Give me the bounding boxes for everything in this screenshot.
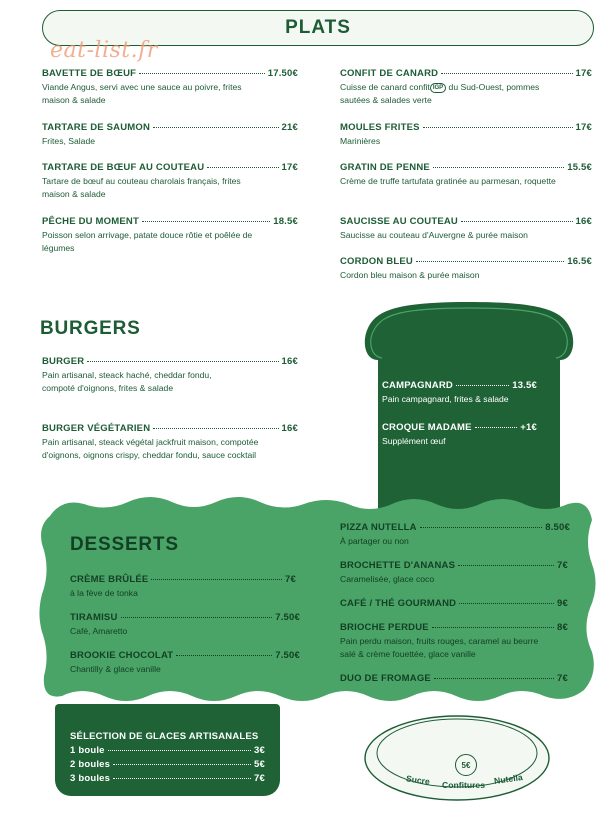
item-price: 17€ [281, 162, 298, 173]
crepe-label-nutella: Nutella [493, 772, 524, 786]
glaces-section [70, 731, 265, 784]
item-price: 7€ [557, 560, 568, 571]
item-desc: Marinières [340, 136, 381, 146]
menu-item-tiramisu [70, 612, 300, 638]
item-price: 8€ [557, 622, 568, 633]
item-desc: Café, Amaretto [70, 626, 128, 636]
item-desc-part: Cuisse de canard confit [340, 82, 430, 92]
item-price: 7.50€ [275, 650, 300, 661]
menu-item-saucisse [340, 216, 592, 242]
item-name: CORDON BLEU [340, 256, 413, 267]
item-desc: Crème de truffe tartufata gratinée au parmesan, roquette [340, 176, 556, 186]
item-desc: Pain campagnard, frites & salade [382, 394, 509, 404]
item-name: CROQUE MADAME [382, 422, 472, 433]
leader-dots [432, 627, 554, 628]
item-desc: Viande Angus, servi avec une sauce au poivre, frites maison & salade [42, 82, 242, 105]
item-desc: Pain perdu maison, fruits rouges, caramel au beurre salé & crème fouettée, glace vanille [340, 636, 539, 659]
item-desc: Frites, Salade [42, 136, 96, 146]
leader-dots [153, 428, 278, 429]
item-price: 7€ [254, 773, 265, 784]
leader-dots [433, 167, 564, 168]
item-price: 3€ [254, 745, 265, 756]
leader-dots [87, 361, 278, 362]
menu-item-tartare-saumon [42, 122, 298, 148]
item-name: 3 boules [70, 773, 111, 784]
menu-item-tartare-boeuf [42, 162, 298, 201]
menu-item-campagnard [382, 380, 537, 406]
item-desc: Pain artisanal, steack végétal jackfruit maison, compotée d'oignons, oignons crispy, cheddar fondu, sauce cocktail [42, 437, 259, 460]
leader-dots [176, 655, 272, 656]
leader-dots [416, 261, 564, 262]
item-name: TIRAMISU [70, 612, 118, 623]
item-price: 15.5€ [567, 162, 592, 173]
item-price: 16€ [281, 423, 298, 434]
item-desc: Poisson selon arrivage, patate douce rôtie et poêlée de légumes [42, 230, 253, 253]
leader-dots [461, 221, 573, 222]
leader-dots [142, 221, 270, 222]
item-name: 1 boule [70, 745, 105, 756]
item-desc: À partager ou non [340, 536, 409, 546]
menu-item-pizza-nutella [340, 522, 570, 548]
menu-item-burger [42, 356, 298, 395]
item-desc-part: du Sud-Ouest, pommes sautées & salades verte [340, 82, 540, 105]
item-name: BURGER [42, 356, 85, 367]
item-name: CONFIT DE CANARD [340, 68, 439, 79]
item-price: 5€ [254, 759, 265, 770]
leader-dots [456, 385, 509, 386]
crepe-price: 5€ [455, 754, 477, 776]
item-name: CAFÉ / THÉ GOURMAND [340, 598, 457, 609]
leader-dots [441, 73, 572, 74]
item-name: TARTARE DE SAUMON [42, 122, 151, 133]
item-price: 13.5€ [512, 380, 537, 391]
item-name: BURGER VÉGÉTARIEN [42, 423, 151, 434]
menu-item-duo-fromage [340, 673, 568, 684]
item-name: PÊCHE DU MOMENT [42, 216, 139, 227]
item-price: 18.5€ [273, 216, 298, 227]
leader-dots [113, 764, 251, 765]
item-price: 16.5€ [567, 256, 592, 267]
watermark: eat-list.fr [50, 38, 158, 63]
item-desc: à la fève de tonka [70, 588, 138, 598]
item-name: MOULES FRITES [340, 122, 420, 133]
menu-item-brioche [340, 622, 568, 661]
leader-dots [139, 73, 265, 74]
leader-dots [151, 579, 282, 580]
menu-item-cafe-gourmand [340, 598, 568, 609]
item-price: 16€ [575, 216, 592, 227]
crepe-label-sucre: Sucre [405, 773, 431, 787]
item-name: PIZZA NUTELLA [340, 522, 417, 533]
item-price: 9€ [557, 598, 568, 609]
item-name: BROCHETTE D'ANANAS [340, 560, 456, 571]
menu-item-gratin [340, 162, 592, 188]
item-desc: Supplément œuf [382, 436, 446, 446]
item-desc: Chantilly & glace vanille [70, 664, 161, 674]
item-price: 7.50€ [275, 612, 300, 623]
menu-item-croque-madame [382, 422, 537, 448]
item-price: 17€ [575, 122, 592, 133]
leader-dots [207, 167, 278, 168]
glaces-title: SÉLECTION DE GLACES ARTISANALES [70, 731, 259, 742]
leader-dots [113, 778, 251, 779]
item-price: 21€ [281, 122, 298, 133]
leader-dots [458, 565, 554, 566]
crepe-label-confitures: Confitures [442, 780, 485, 790]
item-name: BROOKIE CHOCOLAT [70, 650, 174, 661]
leader-dots [153, 127, 278, 128]
igp-badge: IGP [430, 83, 446, 93]
leader-dots [121, 617, 273, 618]
item-price: 16€ [281, 356, 298, 367]
menu-item-cordon-bleu [340, 256, 592, 282]
item-desc: Caramelisée, glace coco [340, 574, 435, 584]
item-price: +1€ [520, 422, 537, 433]
leader-dots [475, 427, 518, 428]
menu-item-creme-brulee [70, 574, 296, 600]
menu-item-brochette [340, 560, 568, 586]
item-name: DUO DE FROMAGE [340, 673, 431, 684]
leader-dots [423, 127, 573, 128]
item-price: 7€ [557, 673, 568, 684]
leader-dots [108, 750, 251, 751]
desserts-title: DESSERTS [70, 534, 179, 555]
item-name: GRATIN DE PENNE [340, 162, 430, 173]
burgers-title: BURGERS [40, 318, 141, 339]
item-desc: Saucisse au couteau d'Auvergne & purée maison [340, 230, 528, 240]
item-name: TARTARE DE BŒUF AU COUTEAU [42, 162, 205, 173]
item-desc: Cordon bleu maison & purée maison [340, 270, 480, 280]
menu-item-brookie [70, 650, 300, 676]
item-name: BRIOCHE PERDUE [340, 622, 429, 633]
item-name: CAMPAGNARD [382, 380, 453, 391]
leader-dots [434, 678, 554, 679]
item-price: 8.50€ [545, 522, 570, 533]
item-desc [340, 81, 565, 107]
item-name: SAUCISSE AU COUTEAU [340, 216, 458, 227]
leader-dots [459, 603, 554, 604]
item-name: CRÈME BRÛLÉE [70, 574, 149, 585]
item-name: BAVETTE DE BŒUF [42, 68, 137, 79]
item-price: 17.50€ [267, 68, 298, 79]
item-name: 2 boules [70, 759, 111, 770]
item-price: 7€ [285, 574, 296, 585]
menu-item-burger-vegetarien [42, 423, 298, 462]
item-desc: Pain artisanal, steack haché, cheddar fondu, compoté d'oignons, frites & salade [42, 370, 212, 393]
item-desc: Tartare de bœuf au couteau charolais français, frites maison & salade [42, 176, 241, 199]
plats-title: PLATS [285, 17, 351, 38]
menu-item-bavette [42, 68, 298, 107]
leader-dots [420, 527, 543, 528]
menu-item-confit [340, 68, 592, 107]
item-price: 17€ [575, 68, 592, 79]
menu-item-moules [340, 122, 592, 148]
menu-item-peche [42, 216, 298, 255]
